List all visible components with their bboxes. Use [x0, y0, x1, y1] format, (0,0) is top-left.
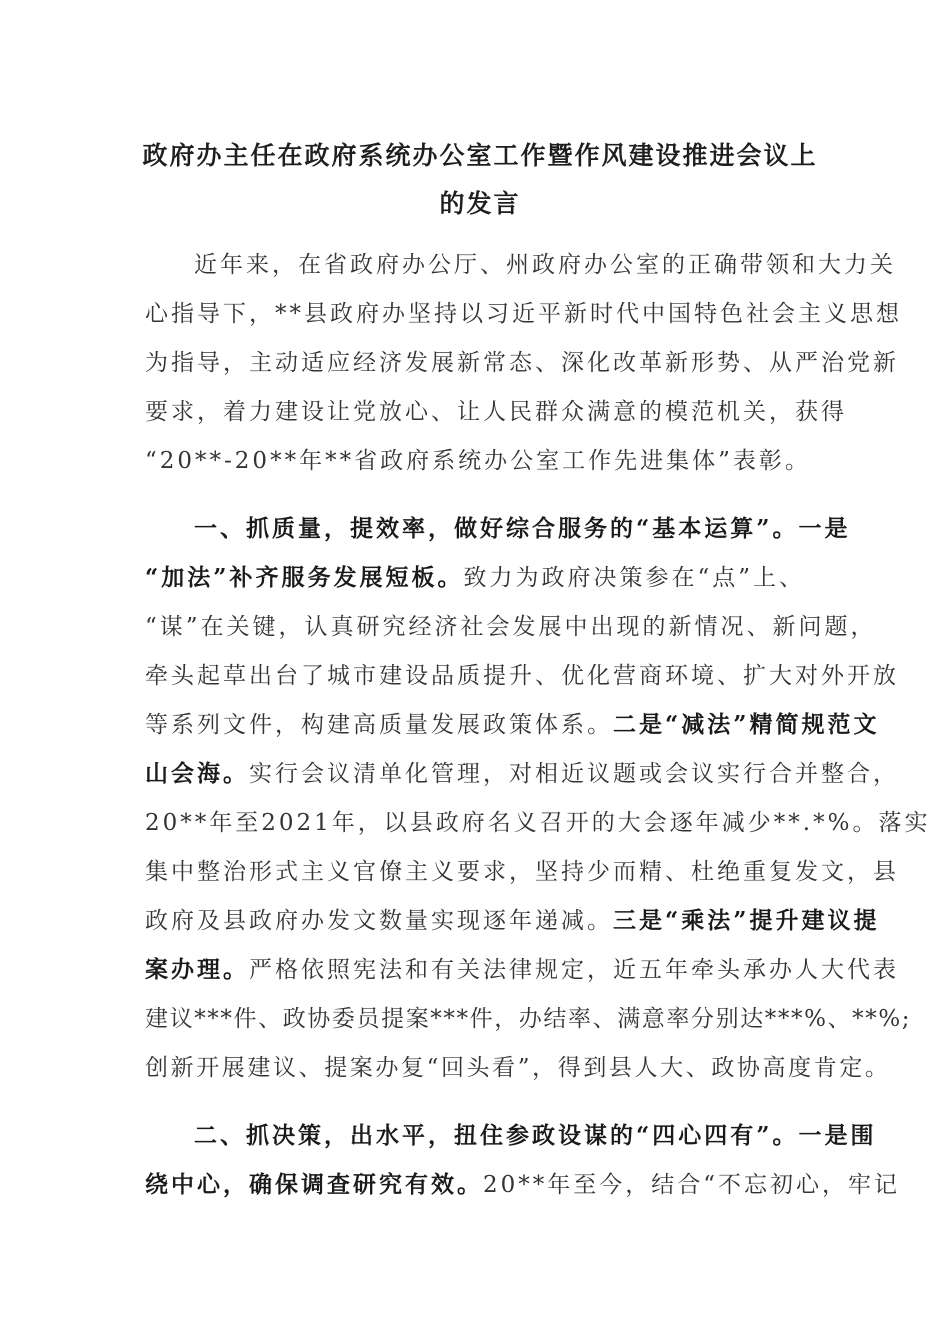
intro-line-4: 要求，着力建设让党放心、让人民群众满意的模范机关，获得: [145, 399, 847, 425]
intro-line-2: 心指导下，**县政府办坚持以习近平新时代中国特色社会主义思想: [145, 301, 902, 327]
section1-subheading-addition: “加法”补齐服务发展短板。: [145, 564, 464, 591]
section1-subheading-multiplication-end: 案办理。: [145, 956, 249, 983]
section1-line-9: [145, 906, 879, 936]
section1-line-9-text: 政府及县政府办发文数量实现逐年递减。: [145, 908, 613, 934]
section1-heading-line: [194, 514, 850, 544]
section1-line-2-text: 致力为政府决策参在“点”上、: [463, 565, 805, 591]
section1-line-4: 牵头起草出台了城市建设品质提升、优化营商环境、扩大对外开放: [145, 663, 899, 689]
section1-subheading-subtraction-end: 山会海。: [145, 760, 249, 787]
section1-line-6: [145, 759, 899, 789]
section2-subheading-center: 绕中心，确保调查研究有效。: [145, 1171, 483, 1198]
section2-heading-text: 二、抓决策，出水平，扭住参政设谋的“四心四有”。一是围: [194, 1122, 877, 1149]
section1-line-11: 建议***件、政协委员提案***件，办结率、满意率分别达***%、**%;: [145, 1006, 912, 1032]
section2-line-2-text: 20**年至今，结合“不忘初心，牢记: [483, 1172, 901, 1198]
section1-line-5-text: 等系列文件，构建高质量发展政策体系。: [145, 712, 613, 738]
section1-heading-text: 一、抓质量，提效率，做好综合服务的“基本运算”。一是: [194, 515, 851, 542]
document-title-line-2: 的发言: [439, 189, 521, 218]
section1-line-6-text: 实行会议清单化管理，对相近议题或会议实行合并整合，: [249, 761, 899, 787]
intro-line-3: 为指导，主动适应经济发展新常态、深化改革新形势、从严治党新: [145, 350, 899, 376]
section1-line-5: [145, 710, 879, 740]
section1-line-7: 20**年至2021年，以县政府名义召开的大会逐年减少**.*%。落实: [145, 810, 931, 836]
section2-heading-line: [194, 1121, 876, 1151]
intro-line-1: 近年来，在省政府办公厅、州政府办公室的正确带领和大力关: [194, 252, 896, 278]
section1-line-10-text: 严格依照宪法和有关法律规定，近五年牵头承办人大代表: [249, 957, 899, 983]
section1-line-8: 集中整治形式主义官僚主义要求，坚持少而精、杜绝重复发文，县: [145, 859, 899, 885]
section1-line-3: “谋”在关键，认真研究经济社会发展中出现的新情况、新问题，: [145, 614, 877, 640]
section1-subheading-subtraction: 二是“减法”精简规范文: [613, 711, 880, 738]
document-title-line-1: 政府办主任在政府系统办公室工作暨作风建设推进会议上: [142, 141, 818, 170]
section1-line-12: 创新开展建议、提案办复“回头看”，得到县人大、政协高度肯定。: [145, 1055, 891, 1081]
section1-subheading-multiplication: 三是“乘法”提升建议提: [613, 907, 880, 934]
section2-line-2: [145, 1170, 900, 1200]
section1-line-2: [145, 563, 805, 593]
section1-line-10: [145, 955, 899, 985]
intro-line-5: “20**-20**年**省政府系统办公室工作先进集体”表彰。: [145, 448, 811, 474]
